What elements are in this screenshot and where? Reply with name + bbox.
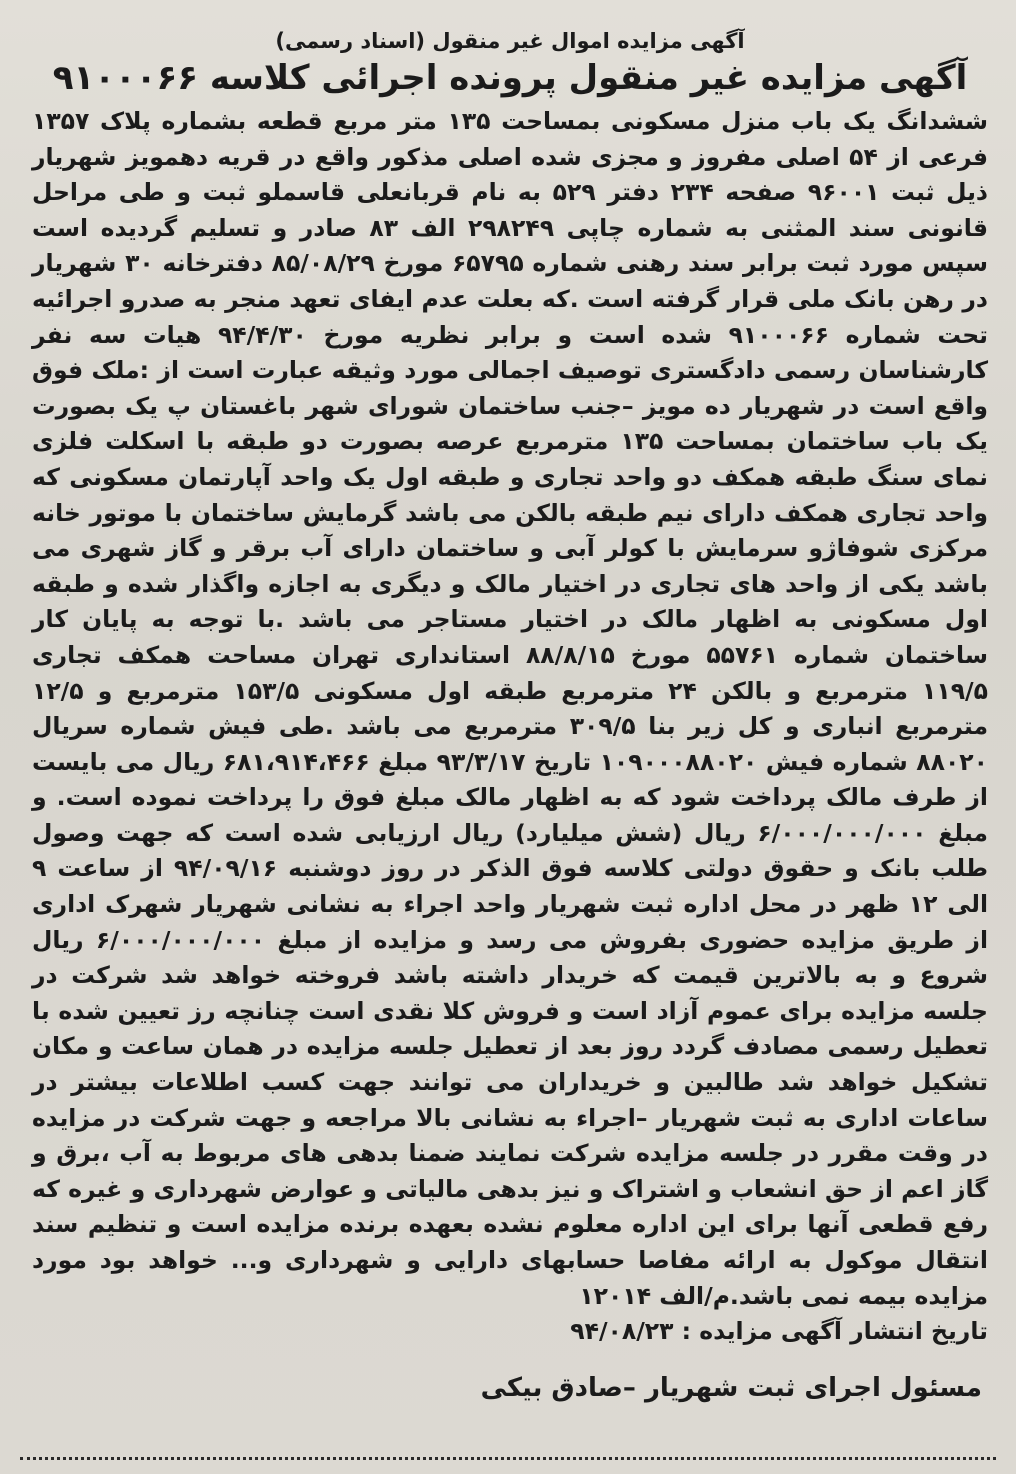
signature-line: مسئول اجرای ثبت شهریار –صادق بیکی xyxy=(480,1372,982,1403)
auction-notice xyxy=(26,22,994,1452)
notice-body: ششدانگ یک باب منزل مسکونی بمساحت ۱۳۵ متر مربع قطعه بشماره پلاک ۱۳۵۷ فرعی از ۵۴ اصلی مفروز و مجزی شده اصلی مذکور واقع در قریه دهمویز شهریار ذیل ثبت ۹۶۰۰۱ صفحه ۲۳۴ دفتر ۵۲۹ به نام قربانعلی قاسملو ثبت و طی مراحل قانونی سند المثنی به شماره چاپی ۲۹۸۲۴۹ الف ۸۳ صادر و تسلیم گردیده است سپس مورد ثبت برابر سند رهنی شماره ۶۵۷۹۵ مورخ ۸۵/۰۸/۲۹ دفترخانه ۳۰ شهریار در رهن بانک ملی قرار گرفته است .که بعلت عدم ایفای تعهد منجر به صدرو اجرائیه تحت شماره ۹۱۰۰۰۶۶ شده است و برابر نظریه مورخ ۹۴/۴/۳۰ هیات سه نفر کارشناسان رسمی دادگستری توصیف اجمالی مورد وثیقه عبارت است از :ملک فوق واقع است در شهریار ده مویز –جنب ساختمان شورای شهر باغستان پ یک بصورت یک باب ساختمان بمساحت ۱۳۵ مترمربع عرصه بصورت دو طبقه با اسکلت فلزی نمای سنگ طبقه همکف دو واحد تجاری و طبقه اول یک واحد آپارتمان مسکونی که واحد تجاری همکف دارای نیم طبقه بالکن می باشد گرمایش ساختمان با موتور خانه مرکزی شوفاژو سرمایش با کولر آبی و ساختمان دارای آب برقر و گاز شهری می باشد یکی از واحد های تجاری در اختیار مالک و دیگری به اجازه واگذار شده و طبقه اول مسکونی به اظهار مالک در اختیار مستاجر می باشد .با توجه به پایان کار ساختمان شماره ۵۵۷۶۱ مورخ ۸۸/۸/۱۵ استانداری تهران مساحت همکف تجاری ۱۱۹/۵ مترمربع و بالکن ۲۴ مترمربع طبقه اول مسکونی ۱۵۳/۵ مترمربع و ۱۲/۵ مترمربع انباری و کل زیر بنا ۳۰۹/۵ مترمربع می باشد .طی فیش شماره سریال ۸۸۰۲۰ شماره فیش ۱۰۹۰۰۰۸۸۰۲۰ تاریخ ۹۳/۳/۱۷ مبلغ ۶۸۱،۹۱۴،۴۶۶ ریال می بایست از طرف مالک پرداخت شود که به اظهار مالک مبلغ فوق را پرداخت نموده است. و مبلغ ۶/۰۰۰/۰۰۰/۰۰۰ ریال (شش میلیارد) ریال ارزیابی شده است که جهت وصول طلب بانک و حقوق دولتی کلاسه فوق الذکر در روز دوشنبه ۹۴/۰۹/۱۶ از ساعت ۹ الی ۱۲ ظهر در محل اداره ثبت شهریار واحد اجراء به نشانی شهریار شهرک اداری از طریق مزایده حضوری بفروش می رسد و مزایده از مبلغ ۶/۰۰۰/۰۰۰/۰۰۰ ریال شروع و به بالاترین قیمت که خریدار داشته باشد فروخته خواهد شد شرکت در جلسه مزایده برای عموم آزاد است و فروش کلا نقدی است چنانچه رز تعیین شده با تعطیل رسمی مصادف گردد روز بعد از تعطیل جلسه مزایده در همان ساعت و مکان تشکیل خواهد شد طالبین و خریداران می توانند جهت کسب اطلاعات بیشتر در ساعات اداری به ثبت شهریار –اجراء به نشانی بالا مراجعه و جهت شرکت در مزایده در وقت مقرر در جلسه مزایده شرکت نمایند ضمنا بدهی های مربوط به آب ،برق و گاز اعم از حق انشعاب و اشتراک و نیز بدهی مالیاتی و عوارض شهرداری و غیره که رفع قطعی آنها برای این اداره معلوم نشده بعهده برنده مزایده است و تنظیم سند انتقال موکول به ارائه مفاصا حسابهای دارایی و شهرداری و... خواهد بود مورد مزایده بیمه نمی باشد.م/الف ۱۲۰۱۴ xyxy=(32,107,989,1310)
publication-date: تاریخ انتشار آگهی مزایده : ۹۴/۰۸/۲۳ xyxy=(570,1317,988,1346)
bottom-divider xyxy=(20,1457,996,1464)
notice-supertitle: آگهی مزایده اموال غیر منقول (اسناد رسمی) xyxy=(275,29,745,53)
notice-title: آگهی مزایده غیر منقول پرونده اجرائی کلاسه ۹۱۰۰۰۶۶ xyxy=(52,58,968,98)
